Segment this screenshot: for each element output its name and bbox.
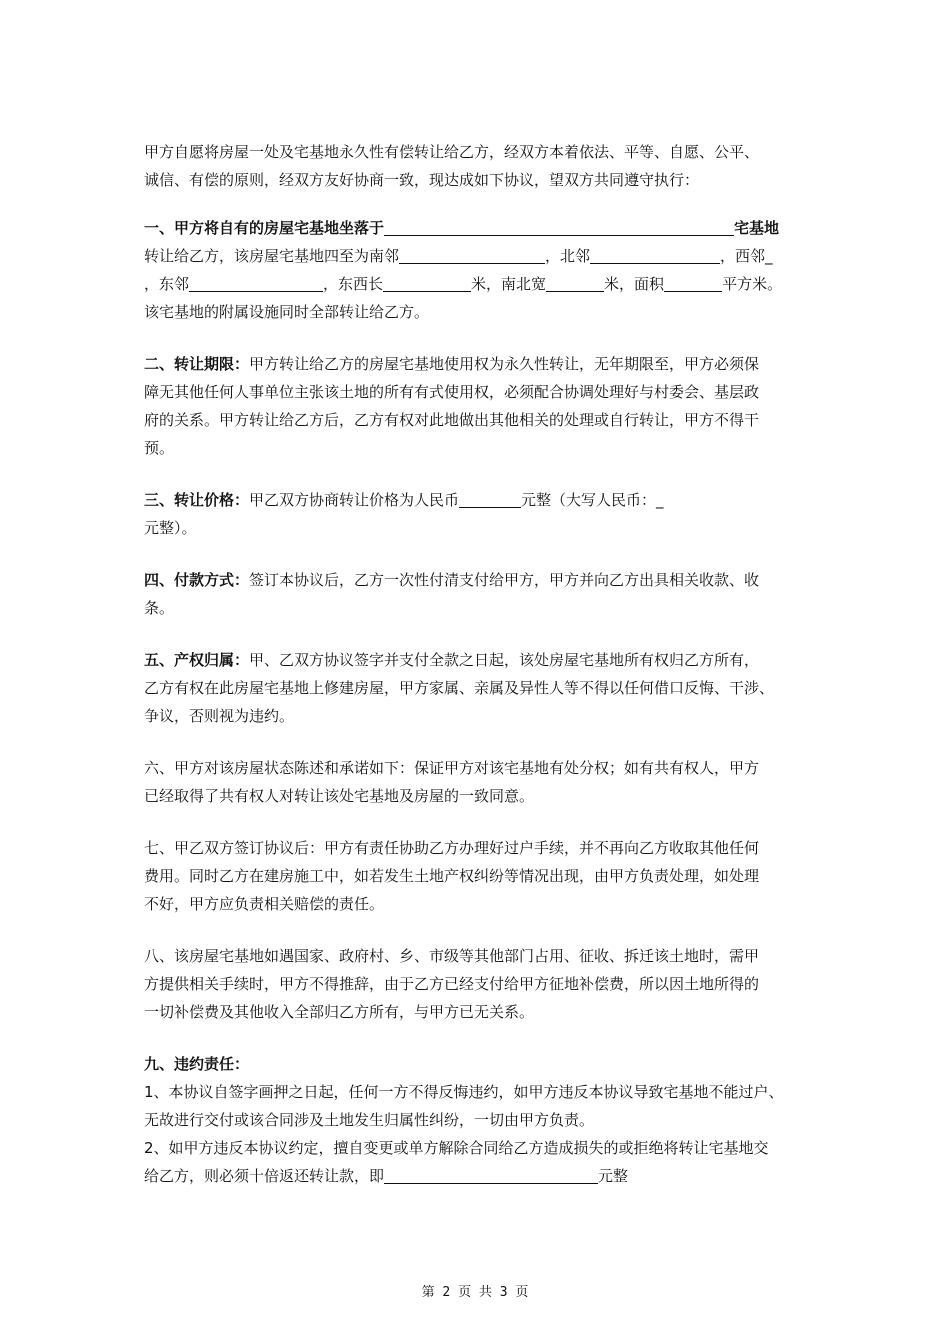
clause-8-line-2: 方提供相关手续时，甲方不得推辞，由于乙方已经支付给甲方征地补偿费，所以因土地所得的 <box>144 975 760 993</box>
clause-4-line-2: 条。 <box>144 599 175 617</box>
clause-9-line-1: 1、本协议自签字画押之日起，任何一方不得反悔违约，如甲方违反本协议导致宅基地不能过户、 <box>144 1083 784 1101</box>
intro-line-2: 诚信、有偿的原则，经双方友好协商一致，现达成如下协议，望双方共同遵守执行： <box>144 171 700 189</box>
clause-3-line-1: 三、转让价格：甲乙双方协商转让价格为人民币 元整（大写人民币：_ <box>144 491 664 509</box>
clause-4-heading: 四、付款方式： <box>144 571 250 589</box>
clause-9-line-4: 给乙方，则必须十倍返还转让款，即 元整 <box>144 1167 629 1185</box>
clause-8-line-3: 一切补偿费及其他收入全部归乙方所有，与甲方已无关系。 <box>144 1003 535 1021</box>
clause-2-line-1: 二、转让期限：甲方转让给乙方的房屋宅基地使用权为永久性转让，无年期限至，甲方必须保 <box>144 355 760 373</box>
clause-1-line-4: 该宅基地的附属设施同时全部转让给乙方。 <box>144 303 430 321</box>
clause-3-line-2: 元整）。 <box>144 519 197 537</box>
clause-7-line-3: 不好，甲方应负责相关赔偿的责任。 <box>144 895 385 913</box>
clause-1-line-1: 一、甲方将自有的房屋宅基地坐落于 宅基地 <box>144 219 780 237</box>
clause-2-line-4: 预。 <box>144 439 175 457</box>
east-neighbor-blank <box>189 273 323 292</box>
clause-5-heading: 五、产权归属： <box>144 651 250 669</box>
east-west-length-blank <box>383 273 471 292</box>
agreement-body <box>144 138 834 1190</box>
clause-1-line-3: ，东邻 ，东西长 米，南北宽 米，面积 平方米。 <box>144 275 783 293</box>
location-blank <box>384 217 734 236</box>
clause-4-line-1: 四、付款方式：签订本协议后，乙方一次性付清支付给甲方，甲方并向乙方出具相关收款、收 <box>144 571 760 589</box>
north-neighbor-blank <box>590 245 720 264</box>
clause-7-line-2: 费用。同时乙方在建房施工中，如若发生土地产权纠纷等情况出现，由甲方负责处理，如处理 <box>144 867 760 885</box>
intro-line-1: 甲方自愿将房屋一处及宅基地永久性有偿转让给乙方，经双方本着依法、平等、自愿、公平、 <box>144 143 760 161</box>
clause-8-line-1: 八、该房屋宅基地如遇国家、政府村、乡、市级等其他部门占用、征收、拆迁该土地时，需甲 <box>144 947 760 965</box>
penalty-amount-blank <box>384 1165 598 1184</box>
clause-5-line-2: 乙方有权在此房屋宅基地上修建房屋，甲方家属、亲属及异性人等不得以任何借口反悔、干涉、 <box>144 679 775 697</box>
clause-2-line-3: 府的关系。甲方转让给乙方后，乙方有权对此地做出其他相关的处理或自行转让，甲方不得干 <box>144 411 760 429</box>
clause-6-line-2: 已经取得了共有权人对转让该处宅基地及房屋的一致同意。 <box>144 787 535 805</box>
clause-9-line-2: 无故进行交付或该合同涉及土地发生归属性纠纷，一切由甲方负责。 <box>144 1111 595 1129</box>
south-neighbor-blank <box>399 245 545 264</box>
clause-2-line-2: 障无其他任何人事单位主张该土地的所有有式使用权，必须配合协调处理好与村委会、基层政 <box>144 383 760 401</box>
clause-5-line-1: 五、产权归属：甲、乙双方协议签字并支付全款之日起，该处房屋宅基地所有权归乙方所有， <box>144 651 760 669</box>
north-south-width-blank <box>546 273 604 292</box>
clause-3-heading: 三、转让价格： <box>144 491 250 509</box>
clause-9-line-3: 2、如甲方违反本协议约定，擅自变更或单方解除合同给乙方造成损失的或拒绝将转让宅基地交 <box>144 1139 769 1157</box>
price-blank <box>459 489 521 508</box>
clause-9-heading: 九、违约责任： <box>144 1055 250 1073</box>
clause-6-line-1: 六、甲方对该房屋状态陈述和承诺如下：保证甲方对该宅基地有处分权；如有共有权人，甲方 <box>144 759 760 777</box>
clause-5-line-3: 争议，否则视为违约。 <box>144 707 295 725</box>
clause-1-line-2: 转让给乙方，该房屋宅基地四至为南邻 ，北邻 ，西邻_ <box>144 247 773 265</box>
clause-7-line-1: 七、甲乙双方签订协议后：甲方有责任协助乙方办理好过户手续，并不再向乙方收取其他任何 <box>144 839 760 857</box>
clause-2-heading: 二、转让期限： <box>144 355 250 373</box>
page-number: 第 2 页 共 3 页 <box>421 1285 529 1300</box>
area-blank <box>664 273 722 292</box>
